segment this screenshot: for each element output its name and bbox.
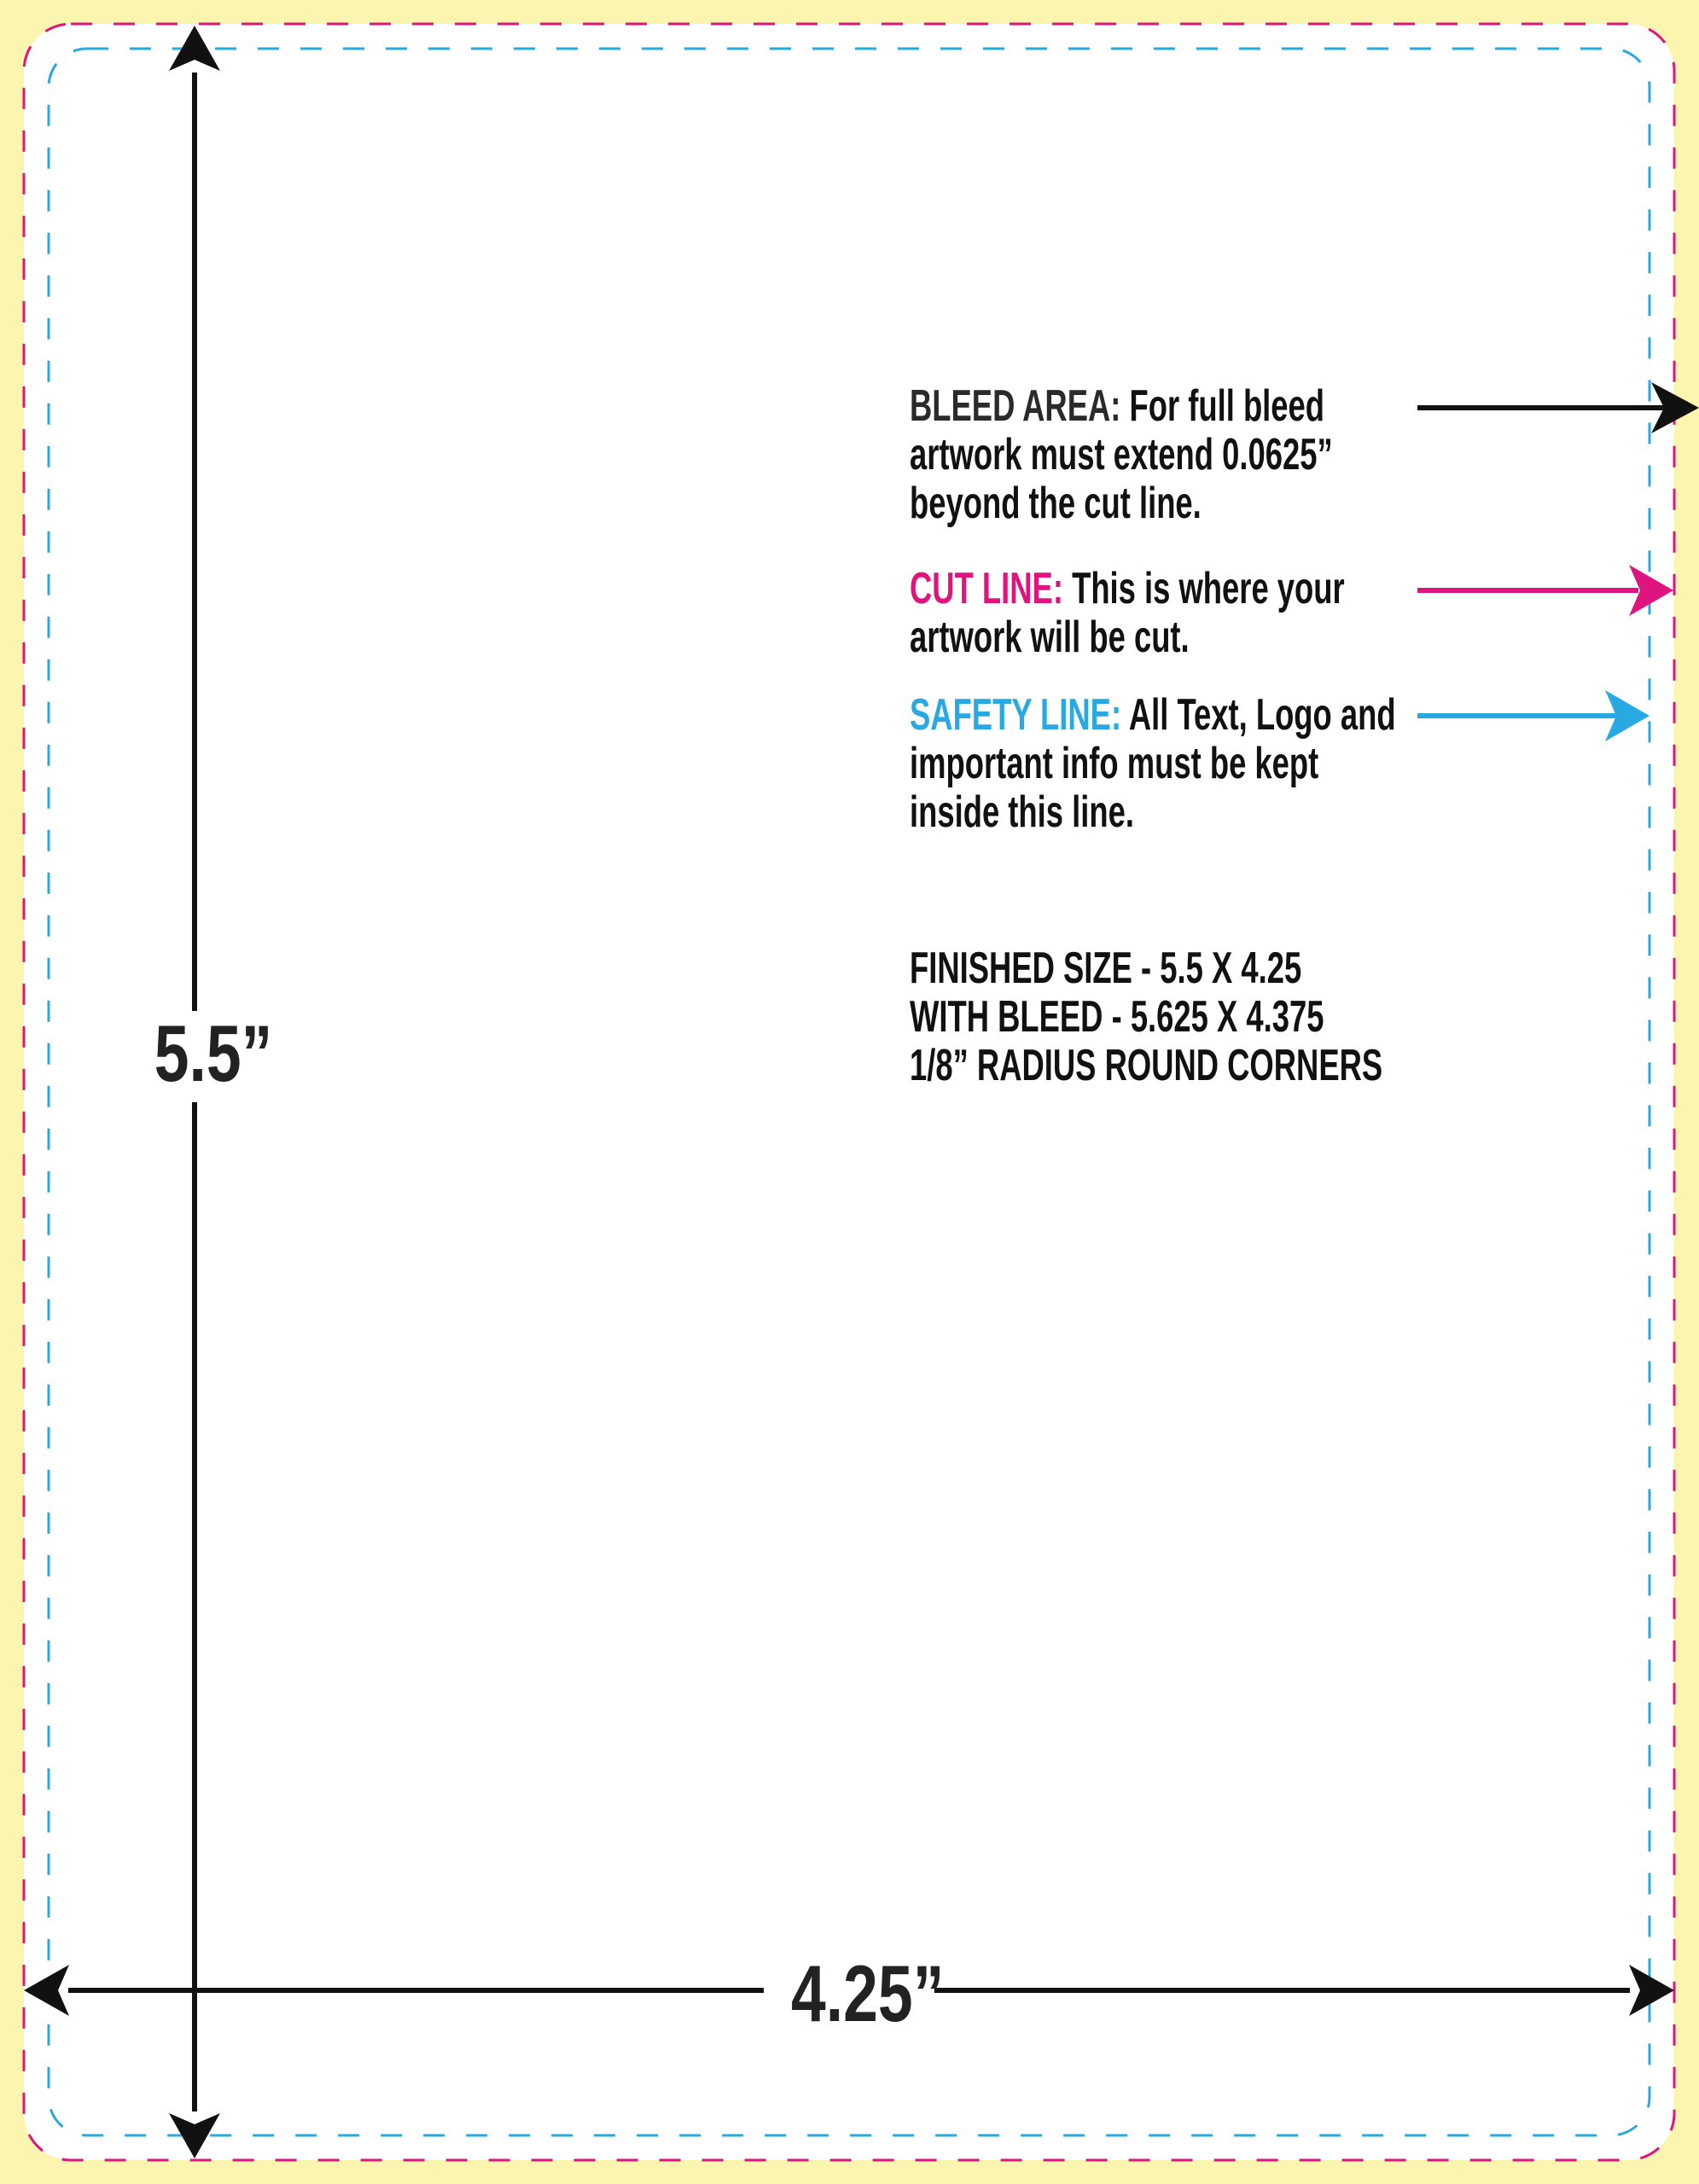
bleed-line-3: beyond the cut line. xyxy=(910,479,1202,528)
safety-line-3: inside this line. xyxy=(910,787,1134,837)
cut-text: This is where your xyxy=(1062,564,1345,613)
spec-finished-size: FINISHED SIZE - 5.5 X 4.25 xyxy=(910,944,1302,993)
safety-text: All Text, Logo and xyxy=(1121,690,1396,740)
cut-line-2: artwork will be cut. xyxy=(910,613,1190,662)
cut-line-1 xyxy=(910,566,1345,611)
bleed-label: BLEED AREA: xyxy=(910,381,1121,431)
bleed-text: For full bleed xyxy=(1120,381,1325,431)
cut-label: CUT LINE: xyxy=(910,564,1063,613)
safety-line-2: important info must be kept xyxy=(910,739,1319,788)
height-label: 5.5” xyxy=(154,1008,273,1098)
bleed-line-1 xyxy=(910,381,1325,431)
spec-corners: 1/8” RADIUS ROUND CORNERS xyxy=(910,1041,1383,1090)
width-label: 4.25” xyxy=(791,1949,945,2038)
safety-label: SAFETY LINE: xyxy=(910,690,1122,740)
spec-with-bleed: WITH BLEED - 5.625 X 4.375 xyxy=(910,992,1324,1042)
safety-line-1 xyxy=(910,690,1396,740)
bleed-line-2: artwork must extend 0.0625” xyxy=(910,430,1333,479)
